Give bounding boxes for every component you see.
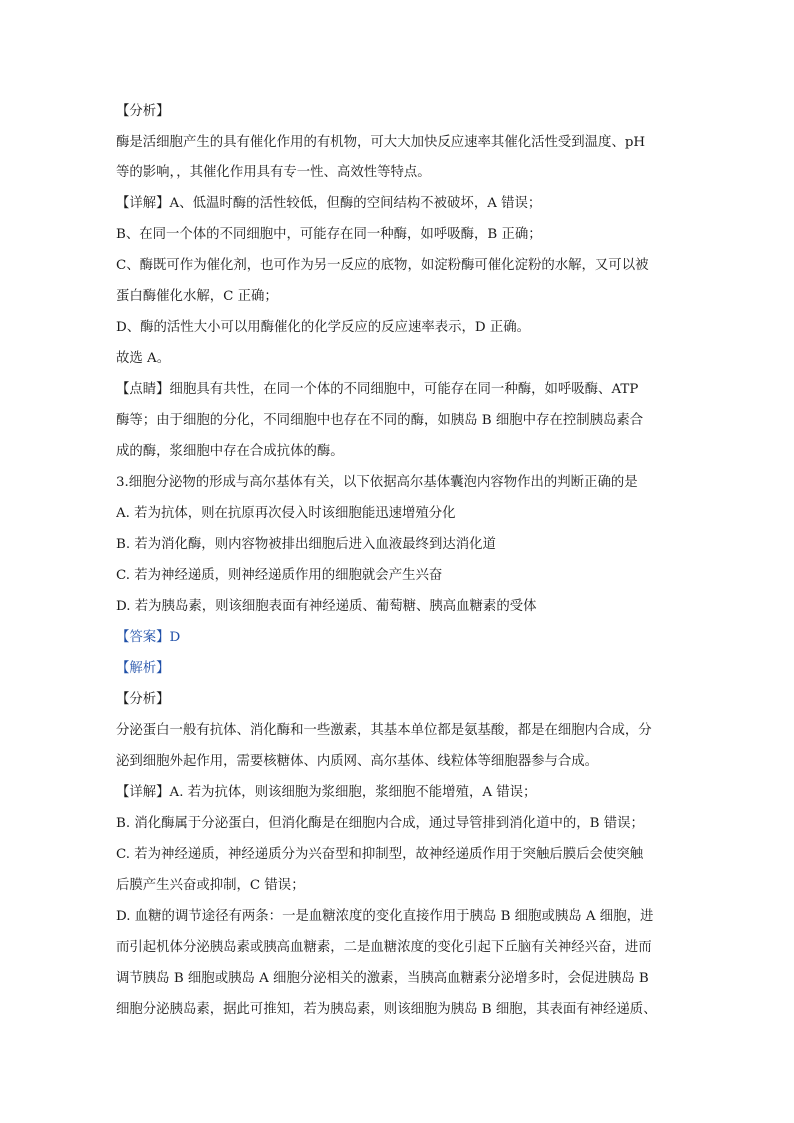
paragraph-line: 酶是活细胞产生的具有催化作用的有机物，可大大加快反应速率其催化活性受到温度、pH <box>116 135 646 150</box>
paragraph-line: 泌到细胞外起作用，需要核糖体、内质网、高尔基体、线粒体等细胞器参与合成。 <box>116 754 599 769</box>
paragraph-line: B、在同一个体的不同细胞中，可能存在同一种酶，如呼吸酶，B 正确； <box>116 227 542 242</box>
paragraph-line: 后膜产生兴奋或抑制，C 错误； <box>116 878 305 893</box>
paragraph-line: D、酶的活性大小可以用酶催化的化学反应的反应速率表示，D 正确。 <box>116 320 531 335</box>
paragraph-line: 酶等；由于细胞的分化，不同细胞中也存在不同的酶，如胰岛 B 细胞中存在控制胰岛素合 <box>116 413 644 428</box>
paragraph-line: 【点睛】细胞具有共性，在同一个体的不同细胞中，可能存在同一种酶，如呼吸酶、ATP <box>116 382 639 397</box>
paragraph-line: 故选 A。 <box>116 351 171 366</box>
paragraph-line: 调节胰岛 B 细胞或胰岛 A 细胞分泌相关的激素，当胰高血糖素分泌增多时，会促进胰岛 B <box>116 971 649 986</box>
question-stem: 3.细胞分泌物的形成与高尔基体有关，以下依据高尔基体囊泡内容物作出的判断正确的是 <box>116 475 638 490</box>
paragraph-line: 而引起机体分泌胰岛素或胰高血糖素，二是血糖浓度的变化引起下丘脑有关神经兴奋，进而 <box>116 940 652 955</box>
paragraph-line: B. 消化酶属于分泌蛋白，但消化酶是在细胞内合成，通过导管排到消化道中的，B 错误； <box>116 816 644 831</box>
explanation-label: 【解析】 <box>116 661 170 676</box>
option-c: C. 若为神经递质，则神经递质作用的细胞就会产生兴奋 <box>116 568 443 583</box>
paragraph-line: 成的酶，浆细胞中存在合成抗体的酶。 <box>116 444 344 459</box>
heading-analysis: 【分析】 <box>116 104 170 119</box>
paragraph-line: 【详解】A、低温时酶的活性较低，但酶的空间结构不被破坏，A 错误； <box>116 196 542 211</box>
option-a: A. 若为抗体，则在抗原再次侵入时该细胞能迅速增殖分化 <box>116 506 456 521</box>
paragraph-line: D. 血糖的调节途径有两条：一是血糖浓度的变化直接作用于胰岛 B 细胞或胰岛 A 细胞，进 <box>116 909 654 924</box>
option-d: D. 若为胰岛素，则该细胞表面有神经递质、葡萄糖、胰高血糖素的受体 <box>116 599 537 614</box>
paragraph-line: 细胞分泌胰岛素，据此可推知，若为胰岛素，则该细胞为胰岛 B 细胞，其表面有神经递质、 <box>116 1002 657 1017</box>
paragraph-line: C、酶既可作为催化剂，也可作为另一反应的底物，如淀粉酶可催化淀粉的水解，又可以被 <box>116 258 649 273</box>
paragraph-line: 蛋白酶催化水解，C 正确； <box>116 289 278 304</box>
paragraph-line: 等的影响，，其催化作用具有专一性、高效性等特点。 <box>116 165 431 180</box>
heading-analysis: 【分析】 <box>116 692 170 707</box>
answer-label: 【答案】D <box>116 630 181 645</box>
paragraph-line: 【详解】A. 若为抗体，则该细胞为浆细胞，浆细胞不能增殖，A 错误； <box>116 785 537 800</box>
paragraph-line: C. 若为神经递质，神经递质分为兴奋型和抑制型，故神经递质作用于突触后膜后会使突触 <box>116 847 644 862</box>
paragraph-line: 分泌蛋白一般有抗体、消化酶和一些激素，其基本单位都是氨基酸，都是在细胞内合成，分 <box>116 723 652 738</box>
option-b: B. 若为消化酶，则内容物被排出细胞后进入血液最终到达消化道 <box>116 537 496 552</box>
